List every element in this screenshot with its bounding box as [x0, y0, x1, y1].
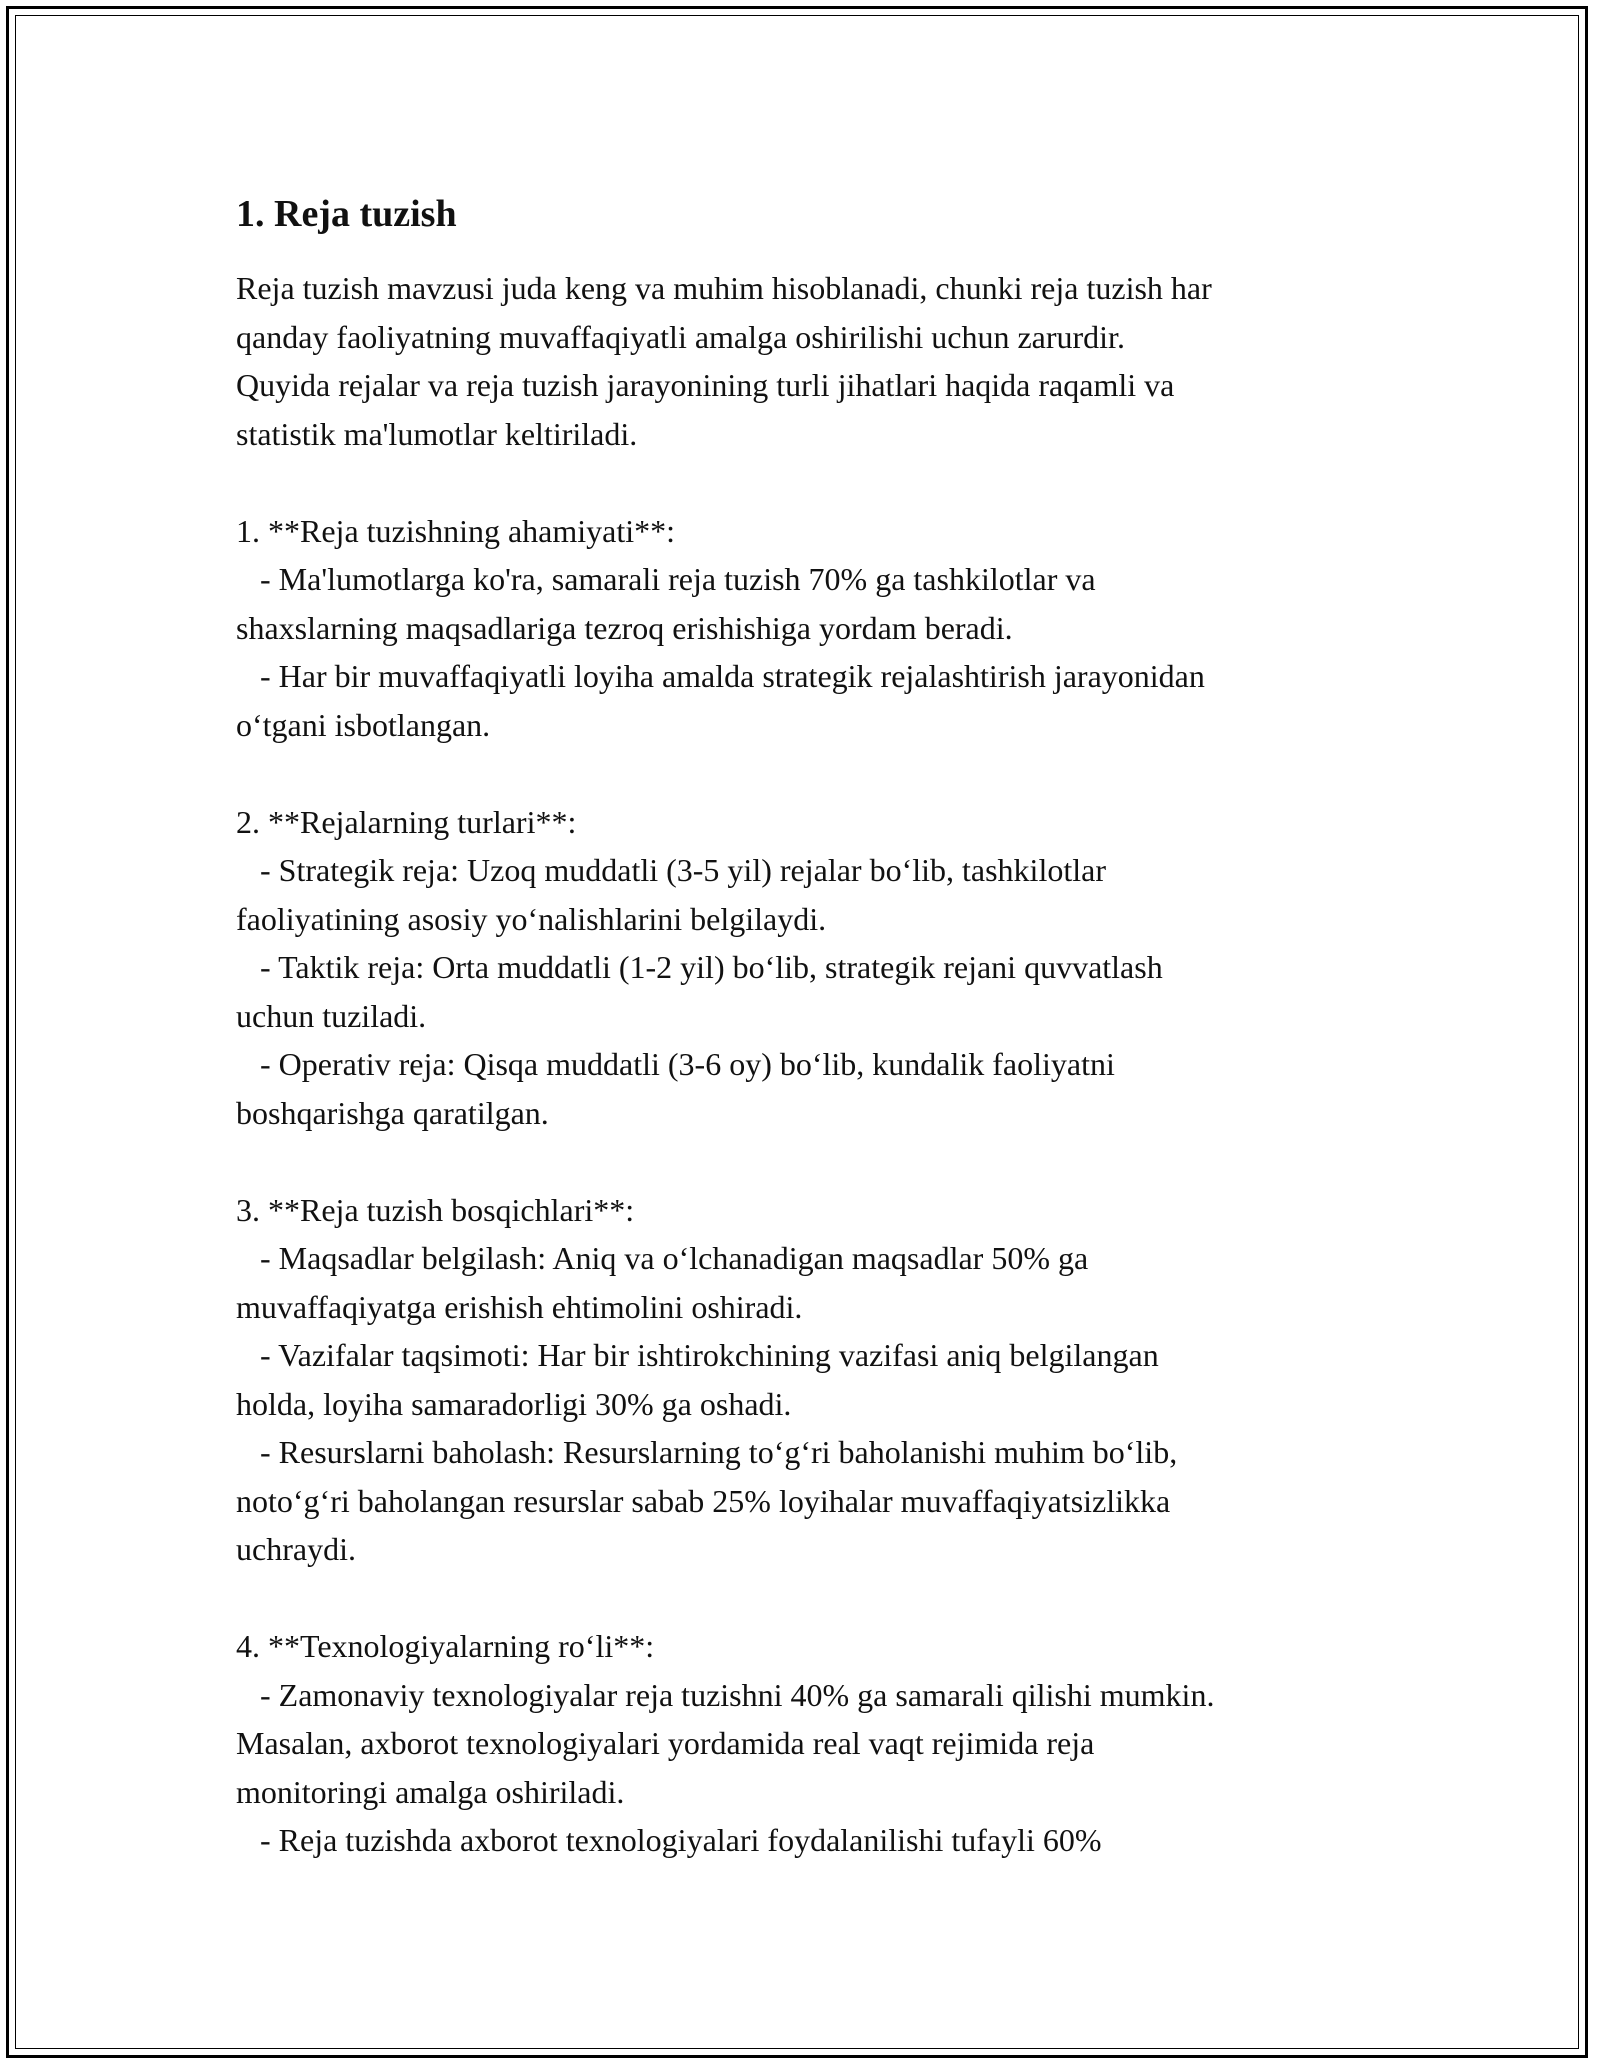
text-line: qanday faoliyatning muvaffaqiyatli amalga oshirilishi uchun zarurdir. — [236, 318, 1125, 355]
text-line: - Zamonaviy texnologiyalar reja tuzishni 40% ga samarali qilishi mumkin. — [236, 1676, 1215, 1713]
document-body — [236, 186, 1386, 1865]
text-line: - Operativ reja: Qisqa muddatli (3-6 oy) bo‘lib, kundalik faoliyatni — [236, 1046, 1115, 1082]
text-line: - Resurslarni baholash: Resurslarning to‘g‘ri baholanishi muhim bo‘lib, — [236, 1434, 1178, 1470]
text-line: - Har bir muvaffaqiyatli loyiha amalda strategik rejalashtirish jarayonidan — [236, 658, 1205, 694]
blank-line — [236, 1574, 1386, 1623]
text-line: - Strategik reja: Uzoq muddatli (3-5 yil) rejalar bo‘lib, tashkilotlar — [236, 852, 1106, 888]
blank-line — [236, 749, 1386, 798]
text-line: noto‘g‘ri baholangan resurslar sabab 25% loyihalar muvaffaqiyatsizlikka — [236, 1482, 1171, 1519]
text-line: uchraydi. — [236, 1531, 356, 1567]
text-line: monitoringi amalga oshiriladi. — [236, 1773, 625, 1810]
text-line: statistik ma'lumotlar keltiriladi. — [236, 415, 638, 452]
text-line: 2. **Rejalarning turlari**: — [236, 803, 577, 840]
blank-line — [236, 458, 1386, 507]
text-line: - Taktik reja: Orta muddatli (1-2 yil) bo‘lib, strategik rejani quvvatlash — [236, 949, 1163, 985]
text-line: 1. **Reja tuzishning ahamiyati**: — [236, 512, 676, 549]
text-line: Quyida rejalar va reja tuzish jarayonining turli jihatlari haqida raqamli va — [236, 367, 1175, 403]
text-line: - Vazifalar taqsimoti: Har bir ishtirokchining vazifasi aniq belgilangan — [236, 1337, 1159, 1373]
text-line: uchun tuziladi. — [236, 997, 427, 1034]
text-line: faoliyatining asosiy yo‘nalishlarini belgilaydi. — [236, 900, 827, 937]
text-line: 4. **Texnologiyalarning ro‘li**: — [236, 1628, 655, 1664]
text-line: shaxslarning maqsadlariga tezroq erishishiga yordam beradi. — [236, 609, 1013, 646]
text-line: holda, loyiha samaradorligi 30% ga oshadi. — [236, 1385, 792, 1422]
text-line: o‘tgani isbotlangan. — [236, 706, 491, 743]
document-title: 1. Reja tuzish — [236, 193, 457, 235]
blank-line — [236, 1137, 1386, 1186]
text-line: 3. **Reja tuzish bosqichlari**: — [236, 1191, 635, 1228]
text-line: muvaffaqiyatga erishish ehtimolini oshiradi. — [236, 1288, 803, 1325]
document-text — [236, 264, 1386, 1865]
text-line: - Maqsadlar belgilash: Aniq va o‘lchanadigan maqsadlar 50% ga — [236, 1240, 1089, 1276]
text-line: - Reja tuzishda axborot texnologiyalari foydalanilishi tufayli 60% — [236, 1822, 1102, 1858]
text-line: Reja tuzish mavzusi juda keng va muhim hisoblanadi, chunki reja tuzish har — [236, 270, 1212, 306]
text-line: boshqarishga qaratilgan. — [236, 1094, 549, 1131]
text-line: Masalan, axborot texnologiyalari yordamida real vaqt rejimida reja — [236, 1725, 1095, 1761]
text-line: - Ma'lumotlarga ko'ra, samarali reja tuzish 70% ga tashkilotlar va — [236, 561, 1096, 597]
